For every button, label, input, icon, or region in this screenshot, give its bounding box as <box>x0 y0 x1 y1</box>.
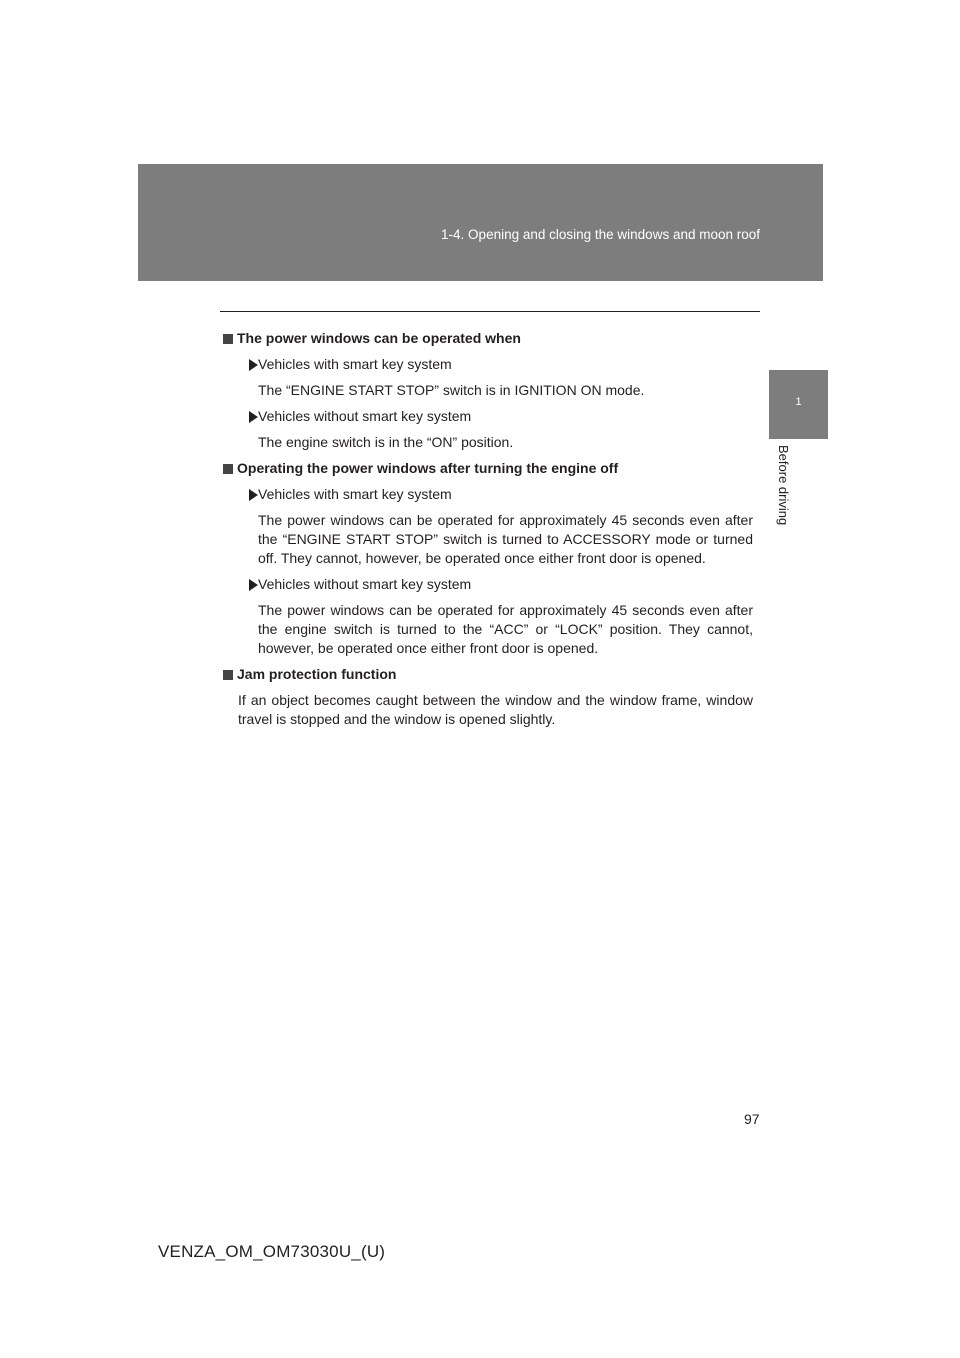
chapter-number: 1 <box>795 396 802 408</box>
list-item: Vehicles without smart key system <box>223 575 753 594</box>
triangle-bullet-icon <box>249 579 258 591</box>
section-jam-protection <box>223 665 753 729</box>
square-bullet-icon <box>223 670 233 680</box>
section-after-engine-off <box>223 459 753 658</box>
paragraph: The “ENGINE START STOP” switch is in IGNITION ON mode. <box>258 382 645 398</box>
top-rule <box>220 311 760 312</box>
document-code: VENZA_OM_OM73030U_(U) <box>158 1242 386 1261</box>
paragraph: The engine switch is in the “ON” position. <box>258 434 514 450</box>
paragraph: The power windows can be operated for approximately 45 seconds even after the engine switch is turned to the “ACC” or “LOCK” position. They cannot, however, be operated once either front door is opened. <box>258 602 753 656</box>
triangle-bullet-icon <box>249 359 258 371</box>
triangle-bullet-icon <box>249 489 258 501</box>
section-heading: The power windows can be operated when <box>223 329 753 348</box>
section-heading: Jam protection function <box>223 665 753 684</box>
square-bullet-icon <box>223 334 233 344</box>
section-heading: Operating the power windows after turning the engine off <box>223 459 753 478</box>
chapter-label <box>767 445 797 555</box>
page-content <box>223 329 753 729</box>
section-header-title: 1-4. Opening and closing the windows and moon roof <box>441 227 760 242</box>
section-power-windows-operable <box>223 329 753 452</box>
list-item: Vehicles without smart key system <box>223 407 753 426</box>
list-item: Vehicles with smart key system <box>223 355 753 374</box>
triangle-bullet-icon <box>249 411 258 423</box>
chapter-tab <box>769 370 828 439</box>
header-band <box>138 164 823 281</box>
square-bullet-icon <box>223 464 233 474</box>
list-item: Vehicles with smart key system <box>223 485 753 504</box>
chapter-label-text: Before driving <box>776 445 791 526</box>
paragraph: If an object becomes caught between the window and the window frame, window travel is stopped and the window is opened slightly. <box>238 692 753 727</box>
page-number: 97 <box>744 1111 760 1127</box>
paragraph: The power windows can be operated for approximately 45 seconds even after the “ENGINE START STOP” switch is turned to ACCESSORY mode or turned off. They cannot, however, be operated once either front door is opened. <box>258 512 753 566</box>
